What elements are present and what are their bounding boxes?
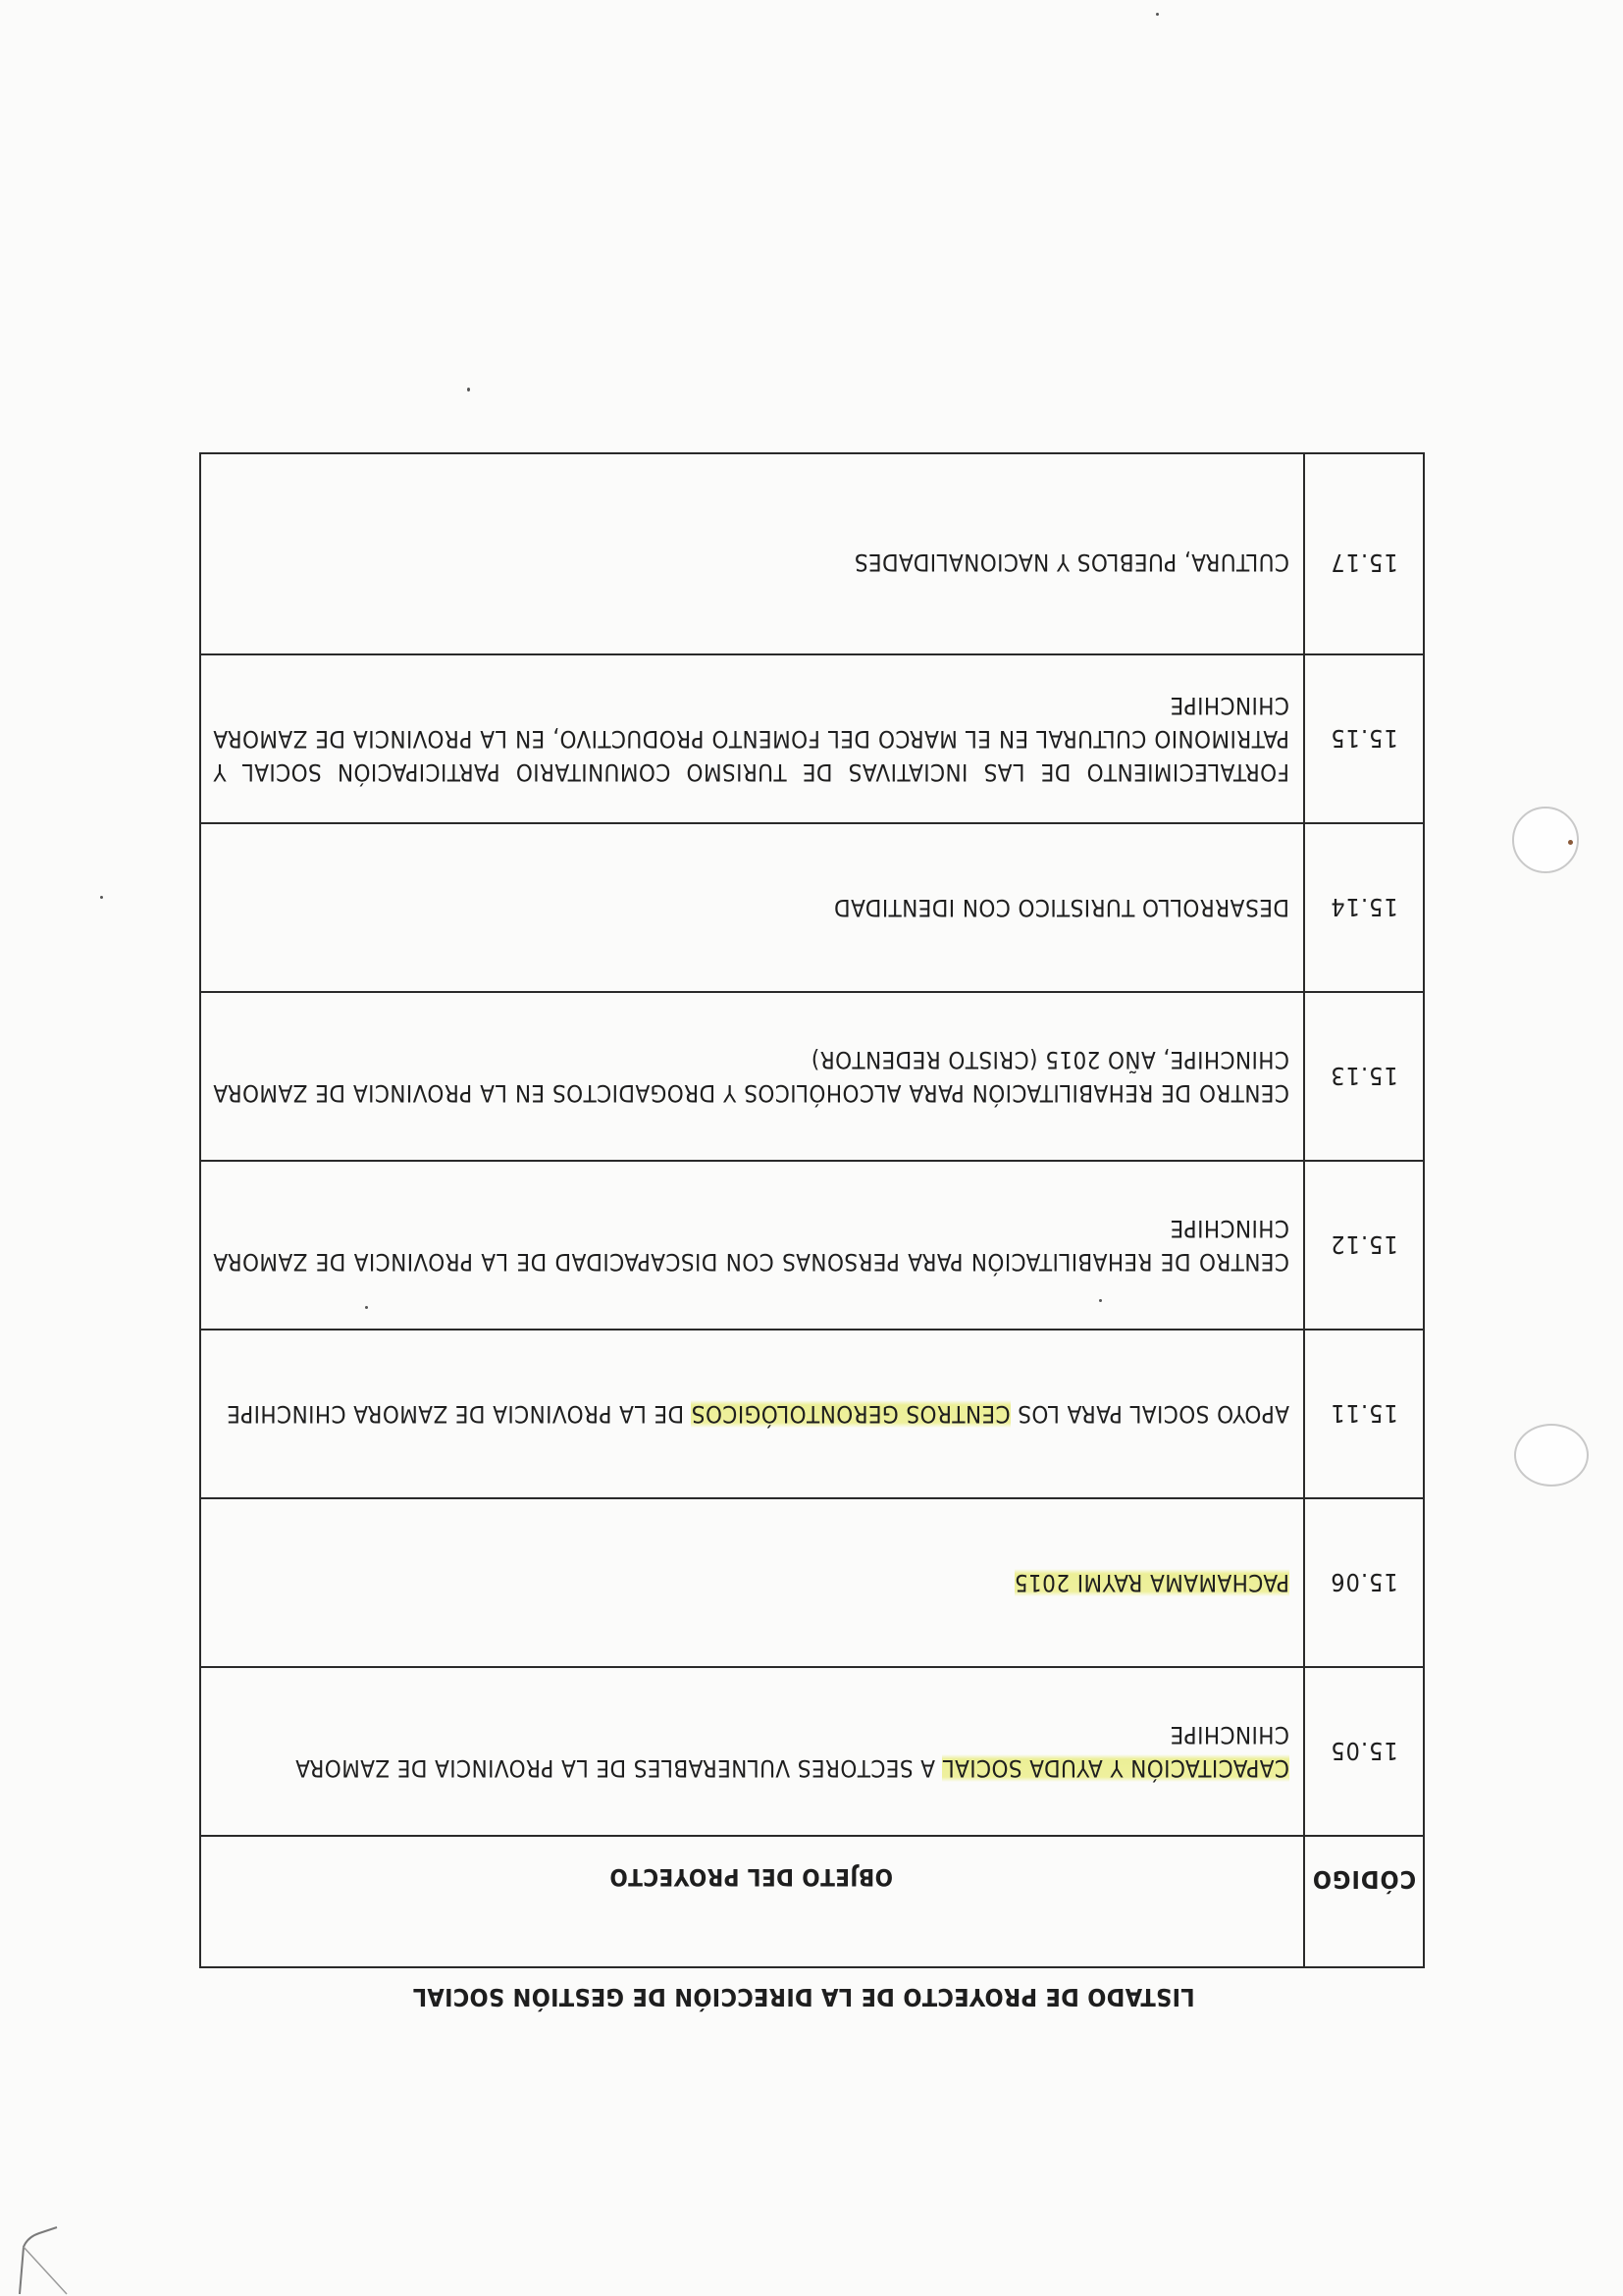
table-header-row: [201, 1837, 1423, 1966]
row-object-cell: [201, 1668, 1303, 1835]
row-object-cell: [201, 454, 1303, 653]
table-row: [201, 454, 1423, 655]
row-object-highlighted-text: PACHAMAMA RAYMI 2015: [1014, 1569, 1289, 1596]
row-code: 15.12: [1330, 1230, 1398, 1260]
row-object-text-part: DESARROLLO TURISTICO CON IDENTIDAD: [833, 894, 1289, 921]
row-object-cell: [201, 824, 1303, 991]
row-object-text-part: FORTALECIMIENTO DE LAS INCIATIVAS DE TURISMO COMUNITARIO PARTICIPACIÓN SOCIAL Y PATRIMONIO CULTURAL EN EL MARCO DEL FOMENTO PRODUCTIVO, EN LA PROVINCIA DE ZAMORA CHINCHIPE: [213, 692, 1289, 786]
row-code-cell: [1303, 824, 1423, 991]
table-row: [201, 655, 1423, 824]
row-code: 15.11: [1330, 1399, 1398, 1429]
row-object-text: [213, 689, 1289, 789]
header-code-cell: [1303, 1837, 1423, 1966]
row-object-text-part: CULTURA, PUEBLOS Y NACIONALIDADES: [854, 548, 1289, 576]
row-code: 15.14: [1330, 893, 1398, 922]
header-code-label: CÓDIGO: [1311, 1865, 1417, 1894]
row-code-cell: [1303, 1668, 1423, 1835]
header-object-label: OBJETO DEL PROYECTO: [609, 1863, 893, 1891]
row-code-cell: [1303, 1331, 1423, 1497]
table-row: [201, 1668, 1423, 1837]
row-object-highlighted-text: CENTROS GERONTOLÓGICOS: [691, 1400, 1011, 1428]
row-object-text: [213, 1043, 1289, 1110]
row-object-text: [213, 891, 1289, 924]
table-row: [201, 1499, 1423, 1668]
row-code-cell: [1303, 1162, 1423, 1329]
row-code: 15.17: [1330, 548, 1398, 577]
table-row: [201, 1162, 1423, 1331]
table-row: [201, 824, 1423, 993]
header-object-cell: [201, 1837, 1303, 1966]
document-title: LISTADO DE PROYECTO DE LA DIRECCIÓN DE GESTIÓN SOCIAL: [412, 1983, 1195, 2011]
row-object-text: [213, 1212, 1289, 1278]
row-object-cell: [201, 655, 1303, 822]
row-object-cell: [201, 1331, 1303, 1497]
row-object-cell: [201, 1162, 1303, 1329]
row-code: 15.15: [1330, 724, 1398, 754]
row-object-text-part: APOYO SOCIAL PARA LOS: [1010, 1400, 1289, 1428]
row-object-text-part: DE LA PROVINCIA DE ZAMORA CHINCHIPE: [226, 1400, 692, 1428]
row-object-text: [187, 546, 1289, 579]
row-object-text: [213, 1397, 1289, 1431]
row-code: 15.05: [1330, 1737, 1398, 1766]
row-code-cell: [1303, 993, 1423, 1160]
row-code-cell: [1303, 454, 1423, 653]
row-code: 15.06: [1330, 1568, 1398, 1597]
row-object-text-part: CENTRO DE REHABILITACIÓN PARA PERSONAS CON DISCAPACIDAD DE LA PROVINCIA DE ZAMORA CHINCHIPE: [213, 1215, 1289, 1276]
table-row: [201, 1331, 1423, 1499]
row-object-text: [213, 1566, 1289, 1599]
row-code: 15.13: [1330, 1062, 1398, 1091]
row-object-text-part: CENTRO DE REHABILITACIÓN PARA ALCOHÓLICOS Y DROGADICTOS EN LA PROVINCIA DE ZAMORA CHINCHIPE, AÑO 2015 (CRISTO REDENTOR): [213, 1046, 1289, 1107]
row-object-text: [213, 1718, 1289, 1785]
row-object-highlighted-text: CAPACITACIÓN Y AYUDA SOCIAL: [942, 1754, 1289, 1782]
row-code-cell: [1303, 655, 1423, 822]
projects-table: [199, 452, 1425, 1968]
table-row: [201, 993, 1423, 1162]
row-object-text-part: A SECTORES VULNERABLES DE LA PROVINCIA DE ZAMORA CHINCHIPE: [294, 1721, 1289, 1782]
row-object-cell: [201, 1499, 1303, 1666]
row-code-cell: [1303, 1499, 1423, 1666]
row-object-cell: [201, 993, 1303, 1160]
